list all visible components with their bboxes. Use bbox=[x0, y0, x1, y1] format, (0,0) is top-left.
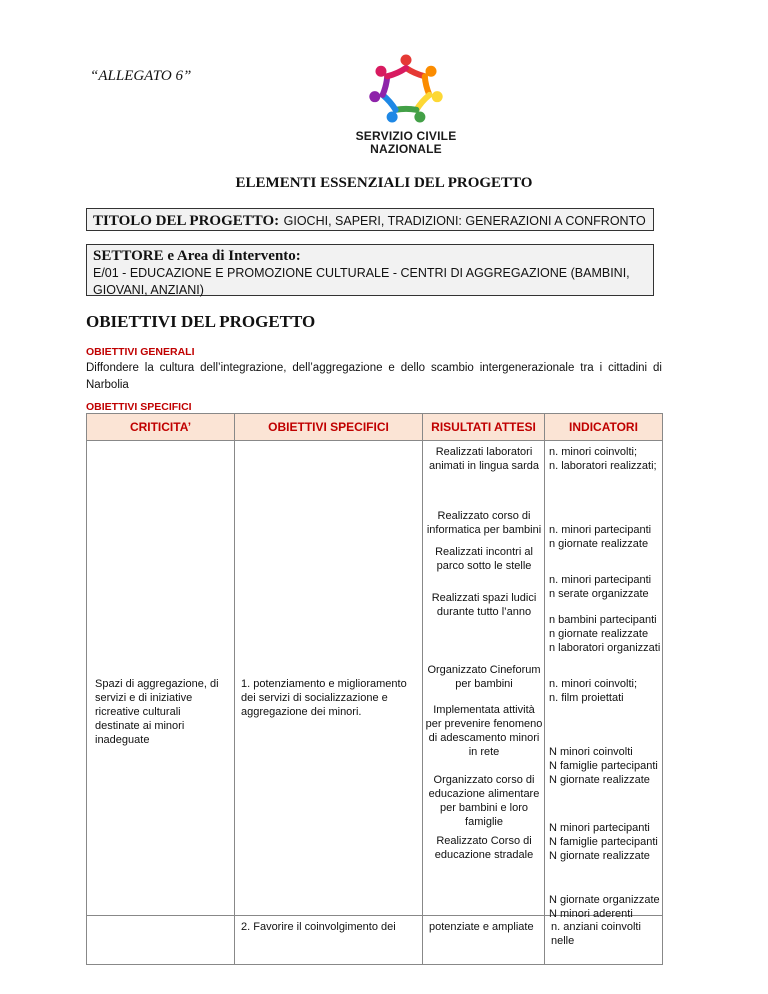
risultato-item: Organizzato corso di educazione alimentare per bambini e loro famiglie bbox=[428, 774, 540, 828]
risultato-item: Realizzati laboratori animati in lingua sarda bbox=[428, 446, 540, 472]
indicatore-item: n bambini partecipanti n giornate realizzate n laboratori organizzati bbox=[549, 614, 661, 654]
indicatore-cell: n. anziani coinvolti nelle bbox=[545, 916, 663, 965]
indicatore-item: n. minori coinvolti; n. laboratori realizzati; bbox=[549, 446, 657, 472]
risultato-item: Realizzato corso di informatica per bambini bbox=[426, 510, 542, 536]
allegato-label: “ALLEGATO 6” bbox=[90, 68, 192, 84]
titolo-box bbox=[86, 208, 654, 231]
logo-figure-body bbox=[387, 68, 406, 76]
header-criticita: CRITICITA’ bbox=[87, 414, 235, 441]
titolo-value: GIOCHI, SAPERI, TRADIZIONI: GENERAZIONI A CONFRONTO bbox=[283, 214, 646, 228]
risultato-cell: potenziate e ampliate bbox=[423, 916, 545, 965]
page-title: ELEMENTI ESSENZIALI DEL PROGETTO bbox=[235, 175, 533, 191]
risultato-item: Organizzato Cineforum per bambini bbox=[427, 664, 541, 690]
logo-figure-body bbox=[406, 68, 425, 76]
settore-box bbox=[86, 244, 654, 296]
indicatore-item: n. minori coinvolti; n. film proiettati bbox=[549, 678, 638, 704]
obiettivo-cell: 2. Favorire il coinvolgimento dei bbox=[235, 916, 423, 965]
obiettivi-generali-text: Diffondere la cultura dell’integrazione, dell’aggregazione e dello scambio intergenerazionale tra i cittadini di Narbolia bbox=[86, 362, 662, 391]
header-obiettivi: OBIETTIVI SPECIFICI bbox=[235, 414, 423, 441]
obiettivo-cell: 1. potenziamento e miglioramento dei servizi di socializzazione e aggregazione dei minori. bbox=[241, 678, 407, 718]
table-row bbox=[87, 916, 663, 965]
logo-line1: SERVIZIO CIVILE bbox=[355, 129, 457, 143]
obiettivi-table bbox=[86, 413, 663, 965]
indicatore-item: N minori partecipanti N famiglie partecipanti N giornate realizzate bbox=[549, 822, 658, 862]
obiettivi-title: OBIETTIVI DEL PROGETTO bbox=[86, 312, 316, 331]
servizio-civile-logo bbox=[354, 50, 458, 156]
header-indicatori: INDICATORI bbox=[545, 414, 663, 441]
risultato-item: Realizzati incontri al parco sotto le stelle bbox=[435, 546, 533, 572]
logo-figure-head bbox=[401, 55, 412, 66]
table-row bbox=[87, 441, 663, 916]
settore-value: E/01 - EDUCAZIONE E PROMOZIONE CULTURALE - CENTRI DI AGGREGAZIONE (BAMBINI, GIOVANI, ANZIANI) bbox=[93, 266, 630, 297]
settore-label: SETTORE e Area di Intervento: bbox=[93, 248, 301, 264]
risultato-item: Realizzati spazi ludici durante tutto l’anno bbox=[431, 592, 537, 618]
obiettivi-generali-label: OBIETTIVI GENERALI bbox=[86, 346, 195, 358]
star-people-icon bbox=[358, 50, 454, 126]
logo-figure-head bbox=[387, 112, 398, 123]
risultato-item: Implementata attività per prevenire fenomeno di adescamento minori in rete bbox=[425, 704, 543, 758]
logo-figure-head bbox=[414, 112, 425, 123]
indicatore-item: n. minori partecipanti n giornate realizzate bbox=[549, 524, 652, 550]
obiettivi-specifici-label: OBIETTIVI SPECIFICI bbox=[86, 401, 192, 413]
indicatore-item: n. minori partecipanti n serate organizzate bbox=[549, 574, 652, 600]
criticita-cell: Spazi di aggregazione, di servizi e di iniziative ricreative culturali destinate ai minori inadeguate bbox=[95, 678, 219, 746]
logo-line2: NAZIONALE bbox=[370, 142, 442, 156]
header-risultati: RISULTATI ATTESI bbox=[423, 414, 545, 441]
logo-figure-head bbox=[432, 91, 443, 102]
criticita-cell bbox=[87, 916, 235, 965]
logo-figure-head bbox=[369, 91, 380, 102]
titolo-label: TITOLO DEL PROGETTO: bbox=[93, 213, 280, 229]
risultato-item: Realizzato Corso di educazione stradale bbox=[434, 835, 534, 861]
logo-figure-body bbox=[396, 109, 417, 110]
indicatore-item: N giornate organizzate N minori aderenti bbox=[549, 894, 660, 920]
indicatore-item: N minori coinvolti N famiglie partecipanti N giornate realizzate bbox=[549, 746, 658, 786]
